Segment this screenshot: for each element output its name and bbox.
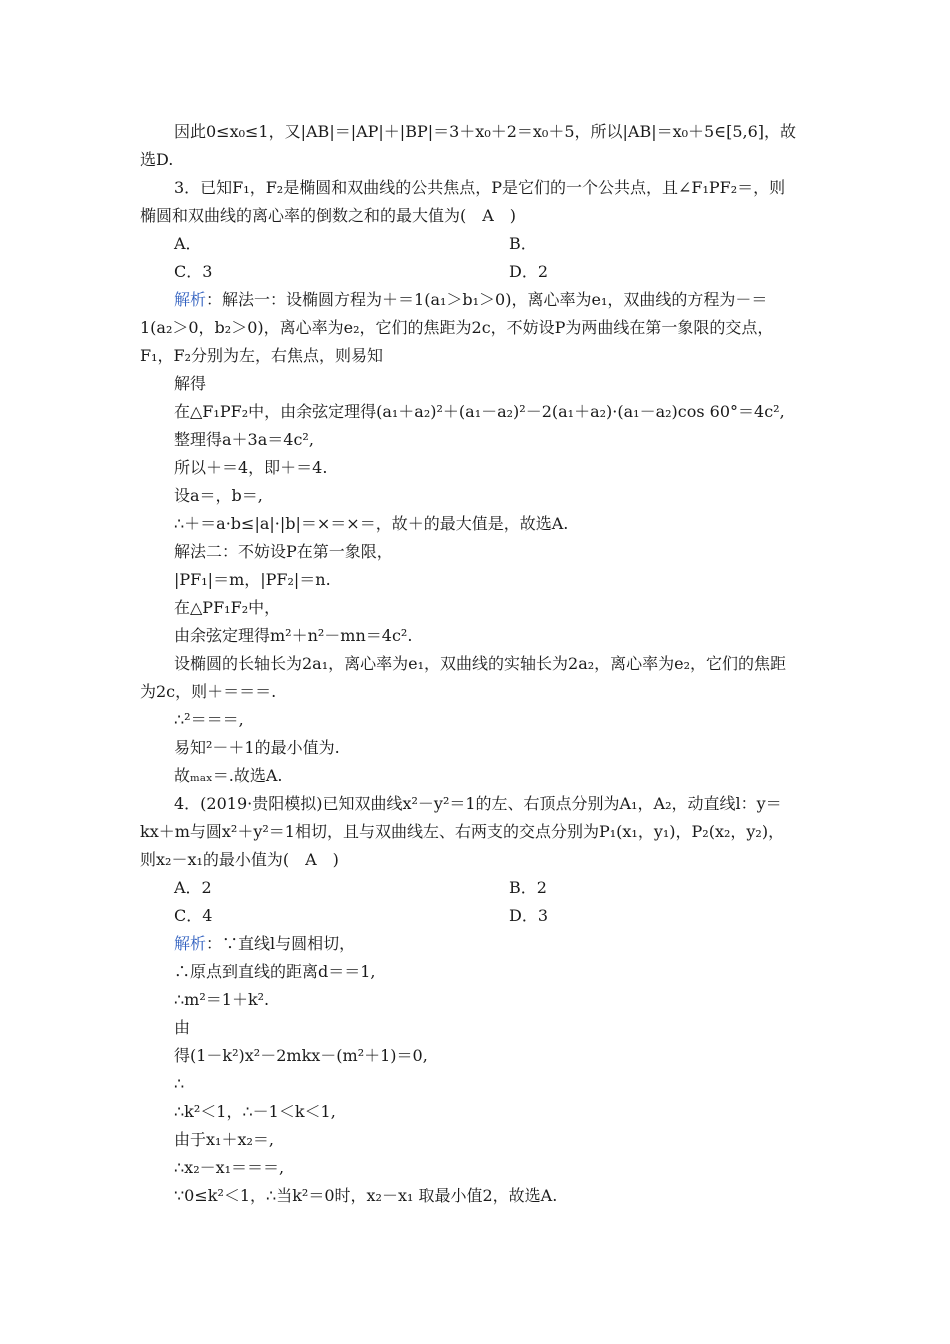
text-line: ∴m²＝1＋k². — [174, 990, 270, 1009]
text-line: 由于x₁＋x₂＝, — [174, 1130, 274, 1149]
question-4-stem-cont: 则x₂－x₁的最小值为( A ) — [140, 850, 339, 869]
text-line: 设椭圆的长轴长为2a₁，离心率为e₁，双曲线的实轴长为2a₂，离心率为e₂，它们的焦距 — [174, 654, 787, 673]
q3-option-a: A． — [174, 234, 202, 253]
q4-option-b: B．2 — [509, 878, 547, 897]
text-line: 故ₘₐₓ＝.故选A. — [174, 766, 283, 785]
analysis-text: ：∵直线l与圆相切， — [206, 934, 356, 953]
q4-option-d: D．3 — [509, 906, 549, 925]
text-line: ∴x₂－x₁＝＝＝, — [174, 1158, 285, 1177]
text-line: ∴k²＜1，∴－1＜k＜1, — [174, 1102, 336, 1121]
text-line: 解法二：不妨设P在第一象限， — [174, 542, 393, 561]
question-4-stem-cont: kx＋m与圆x²＋y²＝1相切，且与双曲线左、右两支的交点分别为P₁(x₁，y₁)，P₂(x₂，y₂)， — [140, 822, 785, 841]
q3-option-d: D．2 — [509, 262, 549, 281]
text-line: 由 — [174, 1018, 191, 1037]
q3-option-c: C．3 — [174, 262, 213, 281]
text-line: ∴原点到直线的距离d＝＝1, — [174, 962, 376, 981]
analysis-line — [174, 934, 355, 954]
question-3-stem: 3．已知F₁，F₂是椭圆和双曲线的公共焦点，P是它们的一个公共点，且∠F₁PF₂＝，则 — [174, 178, 786, 197]
text-line: 选D. — [140, 150, 174, 169]
text-line: 所以＋＝4，即＋＝4. — [174, 458, 328, 477]
analysis-text: ：解法一：设椭圆方程为＋＝1(a₁＞b₁＞0)，离心率为e₁，双曲线的方程为－＝ — [206, 290, 768, 309]
question-4-stem: 4．(2019·贵阳模拟)已知双曲线x²－y²＝1的左、右顶点分别为A₁，A₂，动直线l：y＝ — [174, 794, 782, 813]
text-line: 得(1－k²)x²－2mkx－(m²＋1)＝0, — [174, 1046, 428, 1065]
text-line: ∵0≤k²＜1，∴当k²＝0时，x₂－x₁ 取最小值2，故选A. — [174, 1186, 558, 1205]
text-line: ∴＋＝a·b≤|a|·|b|＝×＝×＝，故＋的最大值是，故选A. — [174, 514, 569, 533]
text-line: 整理得a＋3a＝4c², — [174, 430, 314, 449]
q4-option-a: A．2 — [174, 878, 212, 897]
text-line: ∴²＝＝＝, — [174, 710, 244, 729]
text-line: 因此0≤x₀≤1，又|AB|＝|AP|＋|BP|＝3＋x₀＋2＝x₀＋5，所以|AB|＝x₀＋5∈[5,6]，故 — [174, 122, 797, 141]
text-line: 在△F₁PF₂中，由余弦定理得(a₁＋a₂)²＋(a₁－a₂)²－2(a₁＋a₂)·(a₁－a₂)cos 60°＝4c², — [174, 402, 785, 421]
analysis-label: 解析 — [174, 290, 207, 309]
q3-option-b: B． — [509, 234, 537, 253]
text-line: 1(a₂＞0，b₂＞0)，离心率为e₂，它们的焦距为2c，不妨设P为两曲线在第一象限的交点， — [140, 318, 774, 337]
text-line: F₁，F₂分别为左，右焦点，则易知 — [140, 346, 384, 365]
analysis-line — [174, 290, 767, 310]
text-line: 由余弦定理得m²＋n²－mn＝4c². — [174, 626, 413, 645]
text-line: 设a＝，b＝, — [174, 486, 263, 505]
text-line: |PF₁|＝m，|PF₂|＝n. — [174, 570, 331, 589]
q4-option-c: C．4 — [174, 906, 213, 925]
analysis-label: 解析 — [174, 934, 207, 953]
question-3-stem-cont: 椭圆和双曲线的离心率的倒数之和的最大值为( A ) — [140, 206, 517, 225]
text-line: 解得 — [174, 374, 207, 393]
text-line: 在△PF₁F₂中， — [174, 598, 281, 617]
text-line: ∴ — [174, 1074, 185, 1093]
text-line: 为2c，则＋＝＝＝. — [140, 682, 277, 701]
text-line: 易知²－＋1的最小值为. — [174, 738, 340, 757]
